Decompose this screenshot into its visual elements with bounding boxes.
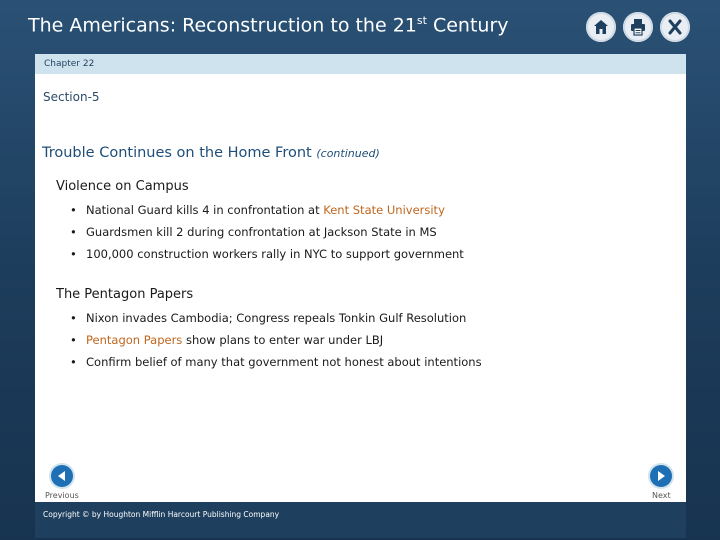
next-button[interactable] — [650, 465, 672, 487]
slide-heading: Trouble Continues on the Home Front (continued) — [42, 145, 380, 161]
previous-label[interactable]: Previous — [45, 491, 79, 500]
list-item: • Nixon invades Cambodia; Congress repeals Tonkin Gulf Resolution — [86, 307, 482, 329]
previous-button[interactable] — [51, 465, 73, 487]
presentation-title: The Americans: Reconstruction to the 21st Century — [28, 14, 509, 37]
next-label[interactable]: Next — [652, 491, 671, 500]
group-title: Violence on Campus — [56, 179, 189, 194]
list-item: • 100,000 construction workers rally in NYC to support government — [86, 243, 464, 265]
pentagon-papers-link[interactable]: Pentagon Papers — [86, 333, 183, 347]
footer-bar — [35, 502, 686, 538]
bullet-list — [56, 199, 464, 265]
list-item: • Guardsmen kill 2 during confrontation at Jackson State in MS — [86, 221, 464, 243]
section-label: Section-5 — [43, 90, 100, 104]
chapter-label: Chapter 22 — [35, 54, 686, 74]
top-toolbar — [586, 12, 690, 42]
arrow-left-icon — [56, 470, 68, 482]
copyright-text: Copyright © by Houghton Mifflin Harcourt Publishing Company — [43, 510, 280, 519]
arrow-right-icon — [655, 470, 667, 482]
list-item: • National Guard kills 4 in confrontation at Kent State University — [86, 199, 464, 221]
list-item: • Confirm belief of many that government not honest about intentions — [86, 351, 482, 373]
kent-state-link[interactable]: Kent State University — [323, 203, 445, 217]
close-button[interactable] — [660, 12, 690, 42]
close-icon — [665, 17, 685, 37]
home-button[interactable] — [586, 12, 616, 42]
group-pentagon-papers — [56, 287, 482, 373]
print-icon — [628, 17, 648, 37]
home-icon — [591, 17, 611, 37]
group-violence-on-campus — [56, 179, 464, 265]
print-button[interactable] — [623, 12, 653, 42]
bullet-list — [56, 307, 482, 373]
content-panel — [35, 54, 686, 538]
group-title: The Pentagon Papers — [56, 287, 194, 302]
list-item: • Pentagon Papers show plans to enter war under LBJ — [86, 329, 482, 351]
